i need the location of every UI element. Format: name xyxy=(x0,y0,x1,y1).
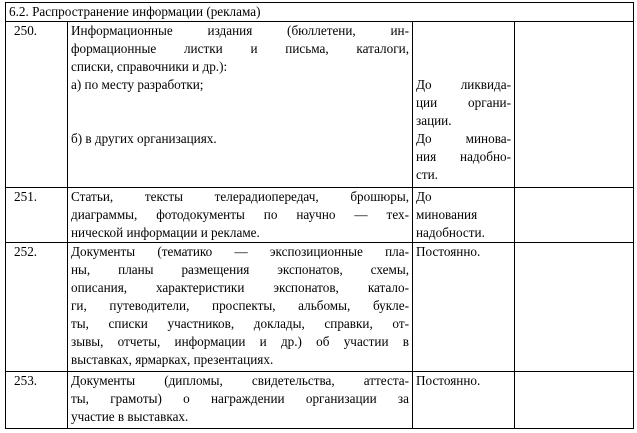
term-line: сти. xyxy=(416,167,438,182)
term-line: ции органи- xyxy=(416,95,511,110)
term-line: надобности. xyxy=(416,225,485,240)
term-line: Постоянно. xyxy=(416,373,481,388)
item-number: 250. xyxy=(6,22,68,188)
item-description xyxy=(68,188,413,243)
item-number: 253. xyxy=(6,372,68,429)
term-line: минования xyxy=(416,207,478,222)
table-row xyxy=(6,22,634,188)
desc-line: нической информации и рекламе. xyxy=(71,225,260,240)
term-line: До минова- xyxy=(416,131,511,146)
desc-line: Информационные издания (бюллетени, ин- xyxy=(71,23,409,38)
desc-line: б) в других организациях. xyxy=(71,131,217,146)
notes-cell xyxy=(515,372,634,429)
item-number: 251. xyxy=(6,188,68,243)
term-line: До xyxy=(416,189,432,204)
desc-line: ги, путеводители, проспекты, альбомы, букле- xyxy=(71,298,409,313)
desc-line: ны, планы размещения экспонатов, схемы, xyxy=(71,262,409,277)
retention-term xyxy=(413,243,515,372)
notes-cell xyxy=(515,22,634,188)
retention-term xyxy=(413,188,515,243)
desc-line: списки, справочники и др.): xyxy=(71,59,228,74)
desc-line: участие в выставках. xyxy=(71,409,189,424)
desc-line: зывы, отчеты, информации и др.) об участии в xyxy=(71,334,409,349)
term-line: ния надобно- xyxy=(416,149,511,164)
item-description xyxy=(68,22,413,188)
table-row xyxy=(6,243,634,372)
desc-line: Документы (тематико — экспозиционные пла- xyxy=(71,244,409,259)
desc-line: выставках, ярмарках, презентациях. xyxy=(71,352,274,367)
section-title: 6.2. Распространение информации (реклама) xyxy=(6,3,634,22)
term-line: До ликвида- xyxy=(416,77,511,92)
desc-line: а) по месту разработки; xyxy=(71,77,204,92)
section-header-row xyxy=(6,3,634,22)
table-row xyxy=(6,188,634,243)
term-line: Постоянно. xyxy=(416,244,481,259)
term-line: зации. xyxy=(416,113,452,128)
desc-line: диаграммы, фотодокументы по научно — тех- xyxy=(71,207,409,222)
item-description xyxy=(68,243,413,372)
item-number: 252. xyxy=(6,243,68,372)
notes-cell xyxy=(515,243,634,372)
desc-line: формационные листки и письма, каталоги, xyxy=(71,41,409,56)
retention-term xyxy=(413,22,515,188)
item-description xyxy=(68,372,413,429)
desc-line: описания, характеристики экспонатов, катало- xyxy=(71,280,409,295)
desc-line: Статьи, тексты телерадиопередач, брошюры, xyxy=(71,189,409,204)
table-row xyxy=(6,372,634,429)
desc-line: ты, списки участников, доклады, справки, от- xyxy=(71,316,409,331)
retention-table xyxy=(5,2,634,429)
notes-cell xyxy=(515,188,634,243)
retention-term xyxy=(413,372,515,429)
desc-line: Документы (дипломы, свидетельства, аттеста- xyxy=(71,373,409,388)
desc-line: ты, грамоты) о награждении организации за xyxy=(71,391,409,406)
